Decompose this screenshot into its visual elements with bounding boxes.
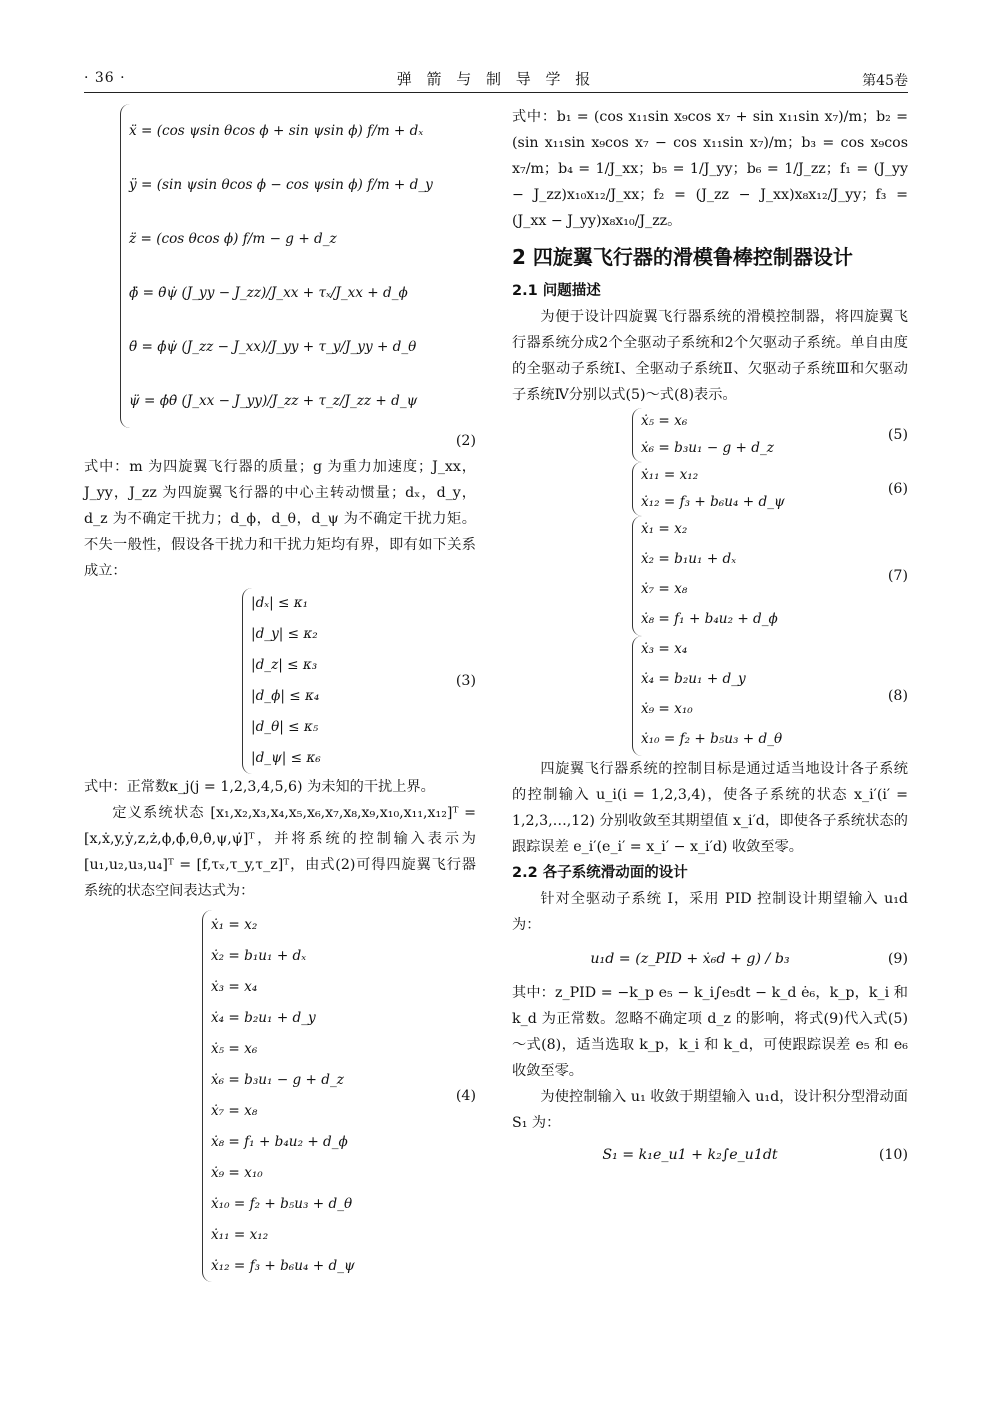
equation-10: [512, 1142, 908, 1168]
eq8-row: ẋ₁₀ = f₂ + b₅u₃ + d_θ: [641, 731, 783, 747]
eq3-row: |d_ϕ| ≤ κ₄: [251, 688, 320, 704]
page-number: · 36 ·: [84, 70, 126, 86]
equation-6-number: (6): [887, 481, 908, 497]
equation-5-number: (5): [887, 427, 908, 443]
eq4-row: ẋ₈ = f₁ + b₄u₂ + d_ϕ: [211, 1134, 348, 1150]
eq8-row: ẋ₃ = x₄: [641, 641, 688, 657]
equation-10-body: S₁ = k₁e_u1 + k₂∫e_u1dt: [602, 1147, 778, 1163]
paragraph: 式中：m 为四旋翼飞行器的质量；g 为重力加速度；J_xx，J_yy，J_zz 为四旋翼飞行器的中心主转动惯量；dₓ，d_y，d_z 为不确定干扰力；d_ϕ，d_θ，d_ψ 为不确定干扰力矩。不失一般性，假设各干扰力和干扰力矩均有界，即有如下关系成立：: [84, 459, 476, 579]
eq6-row: ẋ₁₂ = f₃ + b₆u₄ + d_ψ: [641, 494, 785, 510]
eq4-row: ẋ₆ = b₃u₁ − g + d_z: [211, 1072, 344, 1088]
eq2-row: ψ̈ = ϕ̇θ̇ (J_xx − J_yy)/J_zz + τ_z/J_zz + d_ψ: [129, 393, 418, 409]
equation-10-number: (10): [878, 1147, 908, 1163]
eq6-row: ẋ₁₁ = x₁₂: [641, 467, 699, 483]
eq4-row: ẋ₅ = x₆: [211, 1041, 258, 1057]
paragraph: 为使控制输入 u₁ 收敛于期望输入 u₁d，设计积分型滑动面 S₁ 为：: [512, 1089, 908, 1131]
eq2-row: ÿ = (sin ψsin θcos ϕ − cos ψsin ϕ) f/m + d_y: [129, 177, 433, 193]
eq3-row: |d_ψ| ≤ κ₆: [251, 750, 321, 766]
equation-9: [512, 946, 908, 972]
left-column: [84, 104, 476, 1282]
paragraph: 其中：z_PID = −k_p e₅ − k_i∫e₅dt − k_d ė₆，k_p，k_i 和 k_d 为正常数。忽略不确定项 d_z 的影响，将式(9)代入式(5)～式(8)，适当选取 k_p，k_i 和 k_d，可使跟踪误差 e₅ 和 e₆ 收敛至零。: [512, 985, 908, 1079]
eq4-row: ẋ₇ = x₈: [211, 1103, 258, 1119]
equation-5: [512, 408, 908, 462]
subsection-heading: 2.1 问题描述: [512, 283, 601, 299]
eq4-row: ẋ₁₁ = x₁₂: [211, 1227, 269, 1243]
eq4-row: ẋ₁₀ = f₂ + b₅u₃ + d_θ: [211, 1196, 353, 1212]
eq5-row: ẋ₅ = x₆: [641, 413, 688, 429]
equation-4-system: [202, 910, 411, 1282]
eq3-row: |d_y| ≤ κ₂: [251, 626, 318, 642]
eq4-row: ẋ₂ = b₁u₁ + dₓ: [211, 948, 307, 964]
paragraph: 四旋翼飞行器系统的控制目标是通过适当地设计各子系统的控制输入 u_i(i = 1,2,3,4)，使各子系统的状态 x_i′(i′ = 1,2,3,…,12) 分别收敛至其期望值 x_i′d，即使各子系统状态的跟踪误差 e_i′(e_i′ = x_i′ − x_i′d) 收敛至零。: [512, 761, 908, 855]
eq3-row: |d_z| ≤ κ₃: [251, 657, 318, 673]
equation-9-number: (9): [887, 951, 908, 967]
eq4-row: ẋ₃ = x₄: [211, 979, 258, 995]
paragraph: 式中：b₁ = (cos x₁₁sin x₉cos x₇ + sin x₁₁sin x₇)/m；b₂ = (sin x₁₁sin x₉cos x₇ − cos x₁₁sin x₇)/m；b₃ = cos x₉cos x₇/m；b₄ = 1/J_xx；b₅ = 1/J_yy；b₆ = 1/J_zz；f₁ = (J_yy − J_zz)x₁₀x₁₂/J_xx；f₂ = (J_zz − J_xx)x₈x₁₂/J_yy；f₃ = (J_xx − J_yy)x₈x₁₀/J_zz。: [512, 109, 908, 229]
equation-6: [512, 462, 908, 516]
eq7-row: ẋ₁ = x₂: [641, 521, 688, 537]
eq4-row: ẋ₁₂ = f₃ + b₆u₄ + d_ψ: [211, 1258, 355, 1274]
eq2-row: θ̈ = ϕ̇ψ̇ (J_zz − J_xx)/J_yy + τ_y/J_yy + d_θ: [129, 339, 417, 355]
equation-7-number: (7): [887, 568, 908, 584]
eq4-row: ẋ₁ = x₂: [211, 917, 258, 933]
eq5-row: ẋ₆ = b₃u₁ − g + d_z: [641, 440, 774, 456]
volume-label: 第45卷: [862, 73, 908, 89]
equation-2: [84, 104, 476, 428]
equation-2-system: [120, 104, 459, 428]
eq4-row: ẋ₉ = x₁₀: [211, 1165, 263, 1181]
paragraph: 定义系统状态 [x₁,x₂,x₃,x₄,x₅,x₆,x₇,x₈,x₉,x₁₀,x₁₁,x₁₂]ᵀ = [x,ẋ,y,ẏ,z,ż,ϕ,ϕ̇,θ,θ̇,ψ,ψ̇]ᵀ，并将系统的控制输入表示为 [u₁,u₂,u₃,u₄]ᵀ = [f,τₓ,τ_y,τ_z]ᵀ，由式(2)可得四旋翼飞行器系统的状态空间表达式为：: [84, 805, 476, 899]
equation-6-system: [632, 462, 811, 516]
eq2-row: ẍ = (cos ψsin θcos ϕ + sin ψsin ϕ) f/m + dₓ: [129, 123, 424, 139]
equation-2-number: (2): [455, 433, 476, 449]
paragraph: 为便于设计四旋翼飞行器系统的滑模控制器，将四旋翼飞行器系统分成2个全驱动子系统和2个欠驱动子系统。单自由度的全驱动子系统Ⅰ、全驱动子系统Ⅱ、欠驱动子系统Ⅲ和欠驱动子系统Ⅳ分别以式(5)～式(8)表示。: [512, 309, 908, 403]
paragraph: 针对全驱动子系统 Ⅰ，采用 PID 控制设计期望输入 u₁d 为：: [512, 891, 908, 933]
equation-9-body: u₁d = (z_PID + ẋ₆d + g) / b₃: [590, 951, 790, 967]
eq8-row: ẋ₉ = x₁₀: [641, 701, 693, 717]
equation-3-system: [242, 588, 391, 774]
eq7-row: ẋ₂ = b₁u₁ + dₓ: [641, 551, 737, 567]
equation-3: [84, 588, 476, 774]
eq4-row: ẋ₄ = b₂u₁ + d_y: [211, 1010, 316, 1026]
right-column: [512, 104, 908, 1168]
equation-5-system: [632, 408, 811, 462]
eq7-row: ẋ₇ = x₈: [641, 581, 688, 597]
page-header: [84, 66, 908, 93]
subsection-heading: 2.2 各子系统滑动面的设计: [512, 865, 688, 881]
equation-8: [512, 636, 908, 756]
eq2-row: ϕ̈ = θ̇ψ̇ (J_yy − J_zz)/J_xx + τₓ/J_xx + d_ϕ: [129, 285, 408, 301]
equation-7: [512, 516, 908, 636]
eq8-row: ẋ₄ = b₂u₁ + d_y: [641, 671, 746, 687]
eq3-row: |dₓ| ≤ κ₁: [251, 595, 309, 611]
equation-4-number: (4): [455, 1088, 476, 1104]
eq2-row: z̈ = (cos θcos ϕ) f/m − g + d_z: [129, 231, 337, 247]
eq7-row: ẋ₈ = f₁ + b₄u₂ + d_ϕ: [641, 611, 778, 627]
eq3-row: |d_θ| ≤ κ₅: [251, 719, 319, 735]
equation-3-number: (3): [455, 673, 476, 689]
equation-4: [84, 910, 476, 1282]
journal-title: 弹 箭 与 制 导 学 报: [396, 70, 596, 88]
paragraph: 式中：正常数κ_j(j = 1,2,3,4,5,6) 为未知的干扰上界。: [84, 779, 435, 795]
equation-8-number: (8): [887, 688, 908, 704]
equation-7-system: [632, 516, 811, 636]
section-heading: 2 四旋翼飞行器的滑模鲁棒控制器设计: [512, 245, 853, 269]
equation-8-system: [632, 636, 811, 756]
